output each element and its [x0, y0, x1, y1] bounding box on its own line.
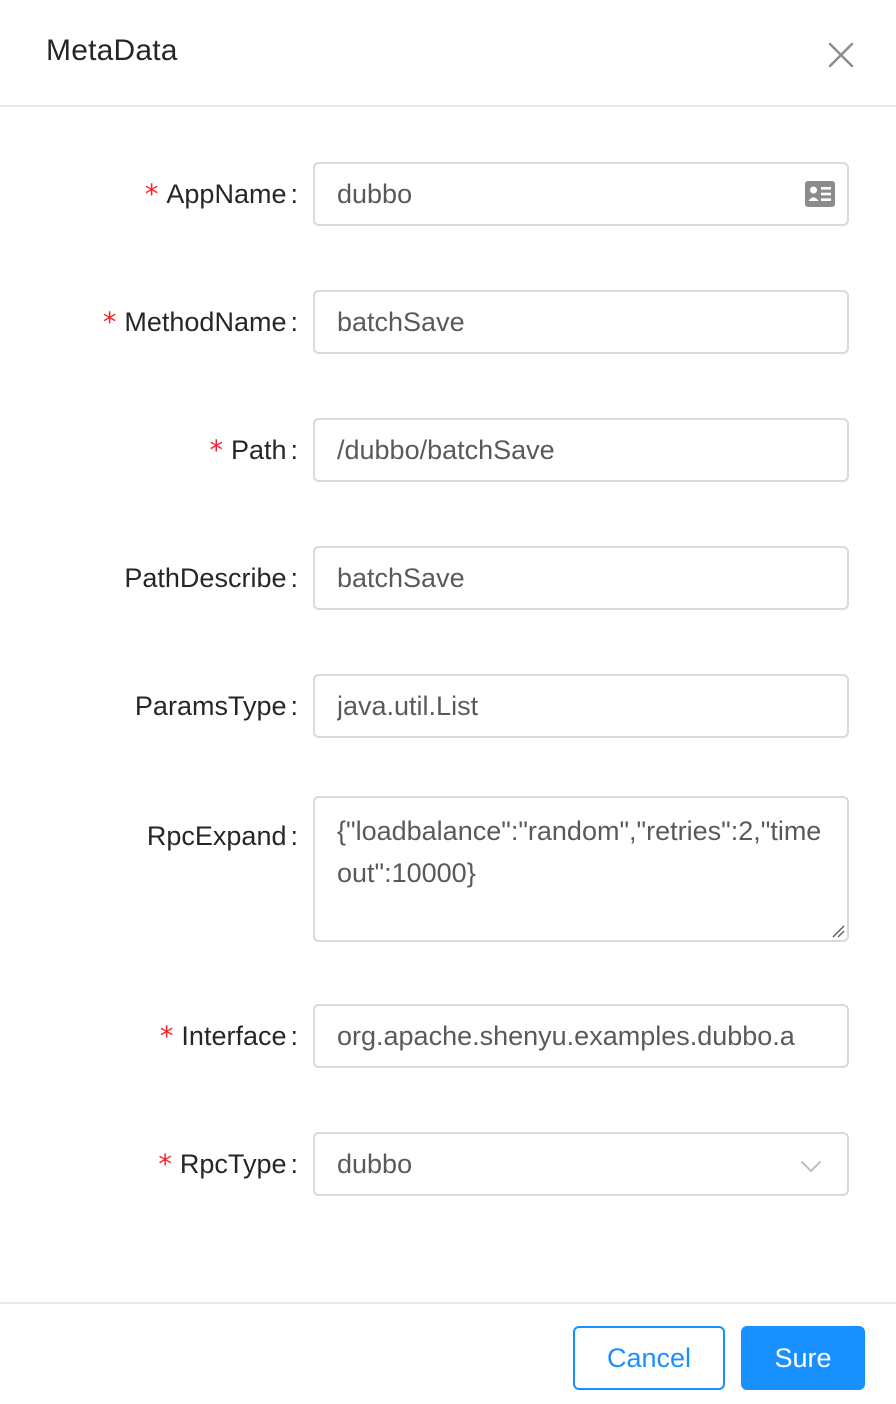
label-colon: :	[290, 306, 298, 337]
label-text: ParamsType	[134, 690, 287, 721]
label-colon: :	[290, 820, 298, 851]
label-colon: :	[290, 1148, 298, 1179]
cancel-button[interactable]: Cancel	[573, 1326, 725, 1390]
required-mark: *	[144, 178, 159, 210]
dialog-header	[0, 0, 896, 107]
form-row-interface	[0, 1004, 896, 1068]
label-colon: :	[290, 562, 298, 593]
label-text: AppName	[166, 178, 287, 209]
rpc-expand-label	[147, 804, 298, 868]
path-input[interactable]	[313, 418, 849, 482]
input-value: batchSave	[337, 306, 465, 337]
method-name-label	[103, 290, 298, 354]
required-mark: *	[159, 1020, 174, 1052]
form-row-rpc-expand	[0, 804, 896, 888]
label-colon: :	[290, 690, 298, 721]
label-text: RpcType	[179, 1148, 287, 1179]
label-text: Interface	[181, 1020, 287, 1051]
path-describe-input[interactable]	[313, 546, 849, 610]
rpc-expand-textarea[interactable]	[313, 796, 849, 942]
dialog-footer	[0, 1302, 896, 1404]
input-value: /dubbo/batchSave	[337, 434, 555, 465]
rpc-type-label	[158, 1132, 298, 1196]
params-type-input[interactable]	[313, 674, 849, 738]
dialog-title: MetaData	[46, 34, 178, 67]
form-row-method-name	[0, 290, 896, 354]
label-colon: :	[290, 1020, 298, 1051]
form-row-path	[0, 418, 896, 482]
required-mark: *	[209, 434, 223, 466]
input-value: batchSave	[337, 562, 465, 593]
chevron-down-icon	[799, 1156, 823, 1176]
path-label	[209, 418, 298, 482]
rpc-type-select[interactable]	[313, 1132, 849, 1196]
params-type-label	[135, 674, 298, 738]
label-colon: :	[290, 178, 298, 209]
resize-handle-icon[interactable]	[829, 922, 845, 938]
app-name-input[interactable]	[313, 162, 849, 226]
label-text: RpcExpand	[146, 820, 287, 851]
input-value: dubbo	[337, 178, 413, 209]
label-colon: :	[290, 434, 298, 465]
form-row-rpc-type	[0, 1132, 896, 1196]
form-row-app-name	[0, 162, 896, 226]
interface-label	[160, 1004, 298, 1068]
input-value: java.util.List	[337, 690, 479, 721]
required-mark: *	[158, 1148, 172, 1180]
form-row-path-describe	[0, 546, 896, 610]
form-row-params-type	[0, 674, 896, 738]
close-button[interactable]	[820, 34, 862, 76]
sure-button[interactable]: Sure	[741, 1326, 865, 1390]
label-text: MethodName	[124, 306, 287, 337]
close-icon	[828, 42, 854, 68]
input-value: org.apache.shenyu.examples.dubbo.a	[337, 1020, 795, 1051]
contacts-icon[interactable]	[803, 179, 837, 209]
label-text: PathDescribe	[124, 562, 287, 593]
required-mark: *	[102, 306, 117, 338]
interface-input[interactable]	[313, 1004, 849, 1068]
select-value: dubbo	[337, 1148, 413, 1179]
label-text: Path	[230, 434, 287, 465]
method-name-input[interactable]	[313, 290, 849, 354]
path-describe-label	[124, 546, 298, 610]
textarea-value: {"loadbalance":"random","retries":2,"timeout":10000}	[337, 816, 822, 888]
app-name-label	[145, 162, 298, 226]
